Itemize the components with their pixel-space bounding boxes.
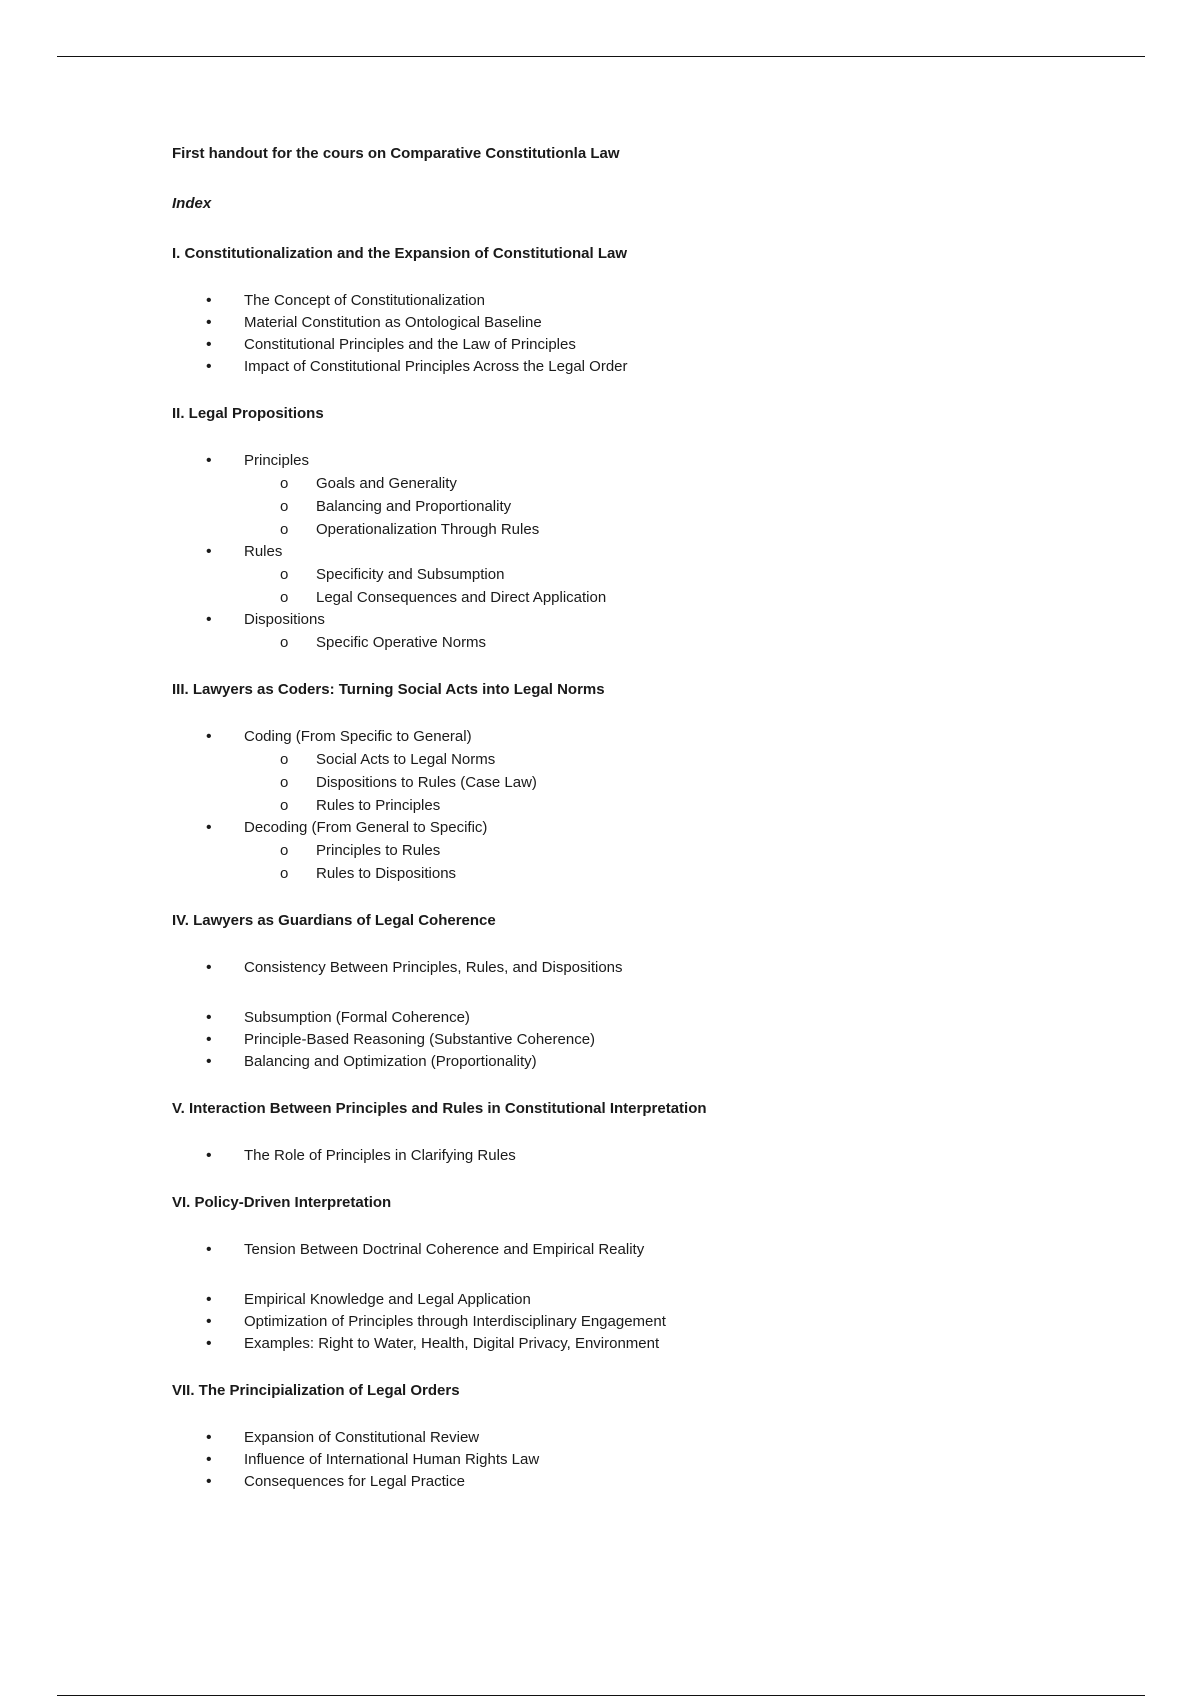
sub-list-item: o Principles to Rules [244,839,1072,862]
list-item [172,726,1072,817]
sub-list-item: o Social Acts to Legal Norms [244,748,1072,771]
list-item: • Influence of International Human Rights Law [172,1449,1072,1471]
list-item: • Optimization of Principles through Interdisciplinary Engagement [172,1311,1072,1333]
section-heading: IV. Lawyers as Guardians of Legal Coherence [172,912,496,929]
sub-list [244,563,1072,609]
section-4 [172,907,1072,1073]
document-title: First handout for the cours on Comparative Constitutionla Law [172,145,620,162]
section-1 [172,240,1072,378]
sub-list [244,748,1072,817]
list-item: • Principle-Based Reasoning (Substantive Coherence) [172,1029,1072,1051]
sub-list [244,631,1072,654]
bullet-list [172,450,1072,654]
list-item-label: Rules [244,543,283,560]
list-item: • Expansion of Constitutional Review [172,1427,1072,1449]
list-item: • Examples: Right to Water, Health, Digital Privacy, Environment [172,1333,1072,1355]
index-label: Index [172,195,212,212]
list-item: • Empirical Knowledge and Legal Application [172,1289,1072,1311]
list-item-label: Decoding (From General to Specific) [244,819,488,836]
bullet-list [172,1145,1072,1167]
sub-list-item: o Legal Consequences and Direct Application [244,586,1072,609]
section-heading: III. Lawyers as Coders: Turning Social Acts into Legal Norms [172,681,605,698]
list-item-label: Dispositions [244,611,325,628]
sub-list-item: o Specific Operative Norms [244,631,1072,654]
list-item-label: Principles [244,452,310,469]
sub-list-item: o Rules to Principles [244,794,1072,817]
bullet-list [172,1239,1072,1355]
list-item-label: Coding (From Specific to General) [244,728,472,745]
list-item: • Balancing and Optimization (Proportionality) [172,1051,1072,1073]
section-heading: VI. Policy-Driven Interpretation [172,1194,392,1211]
list-item: • Subsumption (Formal Coherence) [172,1007,1072,1029]
section-heading: I. Constitutionalization and the Expansion of Constitutional Law [172,245,627,262]
list-item: • The Concept of Constitutionalization [172,290,1072,312]
section-heading: VII. The Principialization of Legal Orders [172,1382,460,1399]
header-rule [57,56,1145,57]
document-body [172,140,1072,1493]
bullet-list [172,1427,1072,1493]
sub-list [244,472,1072,541]
section-7 [172,1377,1072,1493]
list-item: • Material Constitution as Ontological Baseline [172,312,1072,334]
list-item [172,541,1072,609]
section-2 [172,400,1072,654]
section-heading: V. Interaction Between Principles and Rules in Constitutional Interpretation [172,1100,707,1117]
list-item [172,609,1072,654]
section-5 [172,1095,1072,1167]
section-heading: II. Legal Propositions [172,405,324,422]
section-6 [172,1189,1072,1355]
list-item: • Constitutional Principles and the Law of Principles [172,334,1072,356]
sub-list-item: o Rules to Dispositions [244,862,1072,885]
list-item: • Consequences for Legal Practice [172,1471,1072,1493]
list-item: • The Role of Principles in Clarifying Rules [172,1145,1072,1167]
bullet-list [172,290,1072,378]
sub-list [244,839,1072,885]
bullet-list [172,726,1072,885]
sub-list-item: o Balancing and Proportionality [244,495,1072,518]
list-item [172,817,1072,885]
list-item: • Consistency Between Principles, Rules, and Dispositions [172,957,1072,979]
bullet-list [172,957,1072,1073]
list-item: • Tension Between Doctrinal Coherence and Empirical Reality [172,1239,1072,1261]
sub-list-item: o Specificity and Subsumption [244,563,1072,586]
footer-rule [57,1695,1145,1696]
section-3 [172,676,1072,885]
sub-list-item: o Goals and Generality [244,472,1072,495]
sub-list-item: o Dispositions to Rules (Case Law) [244,771,1072,794]
list-item [172,450,1072,541]
sub-list-item: o Operationalization Through Rules [244,518,1072,541]
list-item: • Impact of Constitutional Principles Across the Legal Order [172,356,1072,378]
